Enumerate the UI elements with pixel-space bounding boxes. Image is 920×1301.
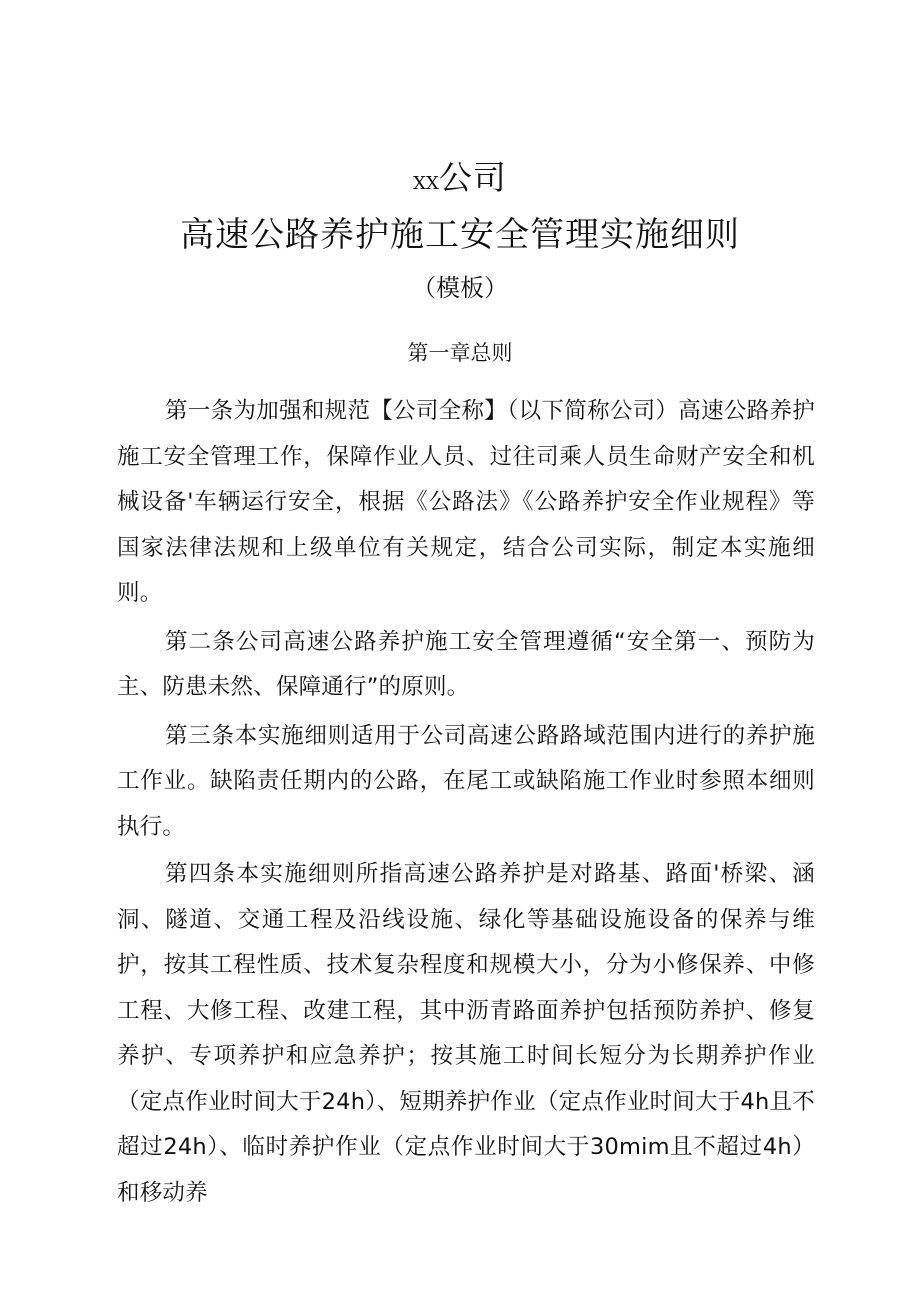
document-subtitle: （模板） xyxy=(412,274,508,302)
article-4-paragraph: 第四条本实施细则所指高速公路养护是对路基、路面'桥梁、涵洞、隧道、交通工程及沿线设施、绿化等基础设施设备的保养与维护，按其工程性质、技术复杂程度和规模大小，分为小修保养、中修工程、大修工程、改建工程，其中沥青路面养护包括预防养护、修复养护、专项养护和应急养护；按其施工时间长短分为长期养护作业（定点作业时间大于24h）、短期养护作业（定点作业时间大于4h且不超过24h）、临时养护作业（定点作业时间大于30mim且不超过4h）和移动养 xyxy=(117,861,815,1206)
article-1-paragraph: 第一条为加强和规范【公司全称】（以下简称公司）高速公路养护施工安全管理工作，保障作业人员、过往司乘人员生命财产安全和机械设备'车辆运行安全，根据《公路法》《公路养护安全作业规程》等国家法律法规和上级单位有关规定，结合公司实际，制定本实施细则。 xyxy=(117,398,815,606)
article-3-paragraph: 第三条本实施细则适用于公司高速公路路域范围内进行的养护施工作业。缺陷责任期内的公路，在尾工或缺陷施工作业时参照本细则执行。 xyxy=(117,722,815,840)
article-2-paragraph: 第二条公司高速公路养护施工安全管理遵循“安全第一、预防为主、防患未然、保障通行”的原则。 xyxy=(117,628,815,700)
document-company-title xyxy=(0,156,920,206)
company-suffix: 公司 xyxy=(438,158,507,197)
document-body xyxy=(117,389,815,1219)
company-placeholder: XX xyxy=(413,173,439,194)
chapter-heading: 第一章总则 xyxy=(407,341,513,365)
document-title: 高速公路养护施工安全管理实施细则 xyxy=(180,215,740,255)
